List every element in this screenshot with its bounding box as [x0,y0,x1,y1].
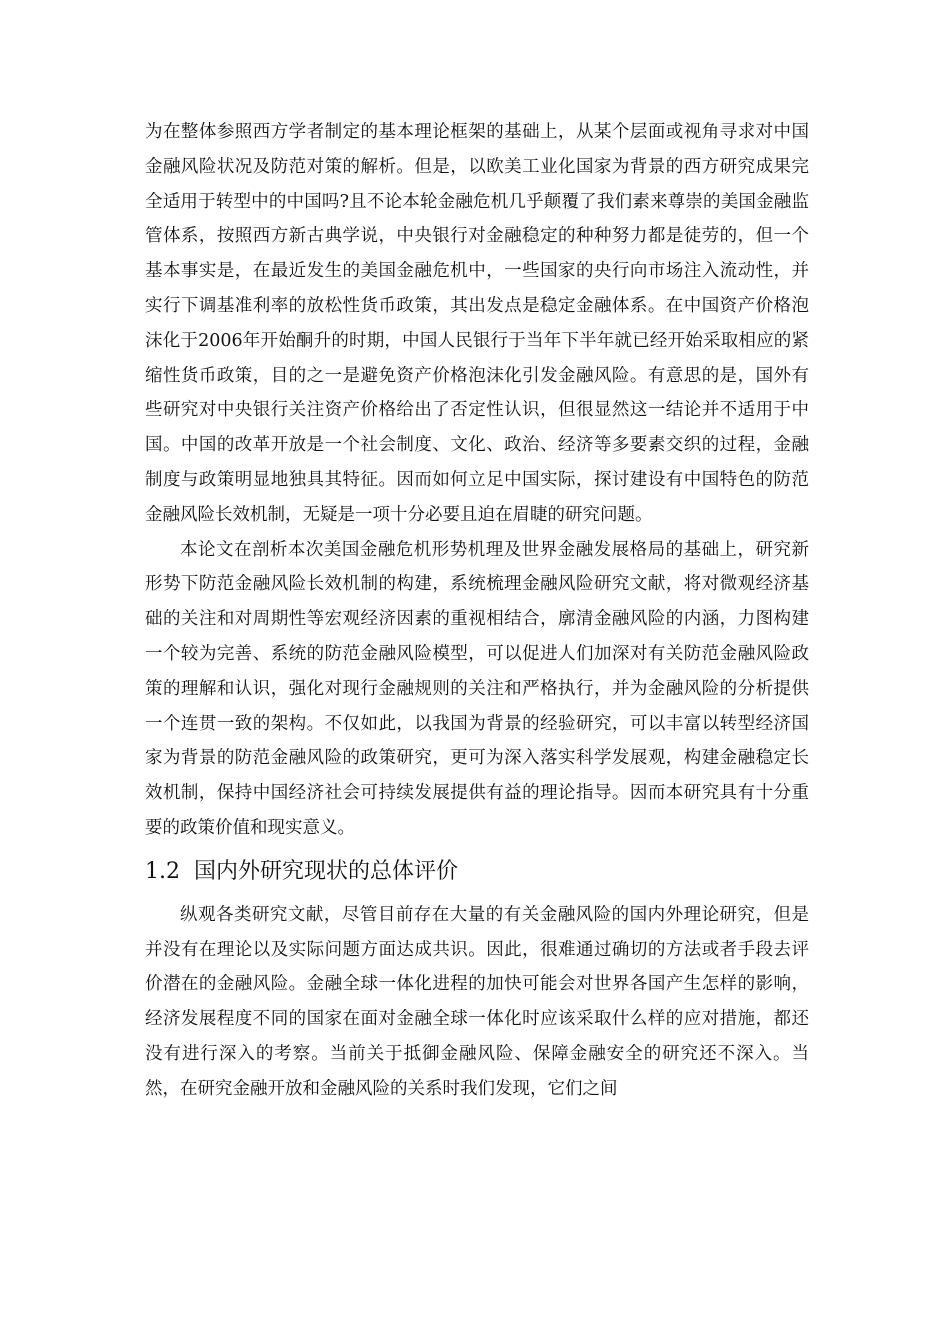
section-heading [145,852,809,892]
section-number: 1.2 [145,858,180,884]
body-paragraph-3: 纵观各类研究文献，尽管目前存在大量的有关金融风险的国内外理论研究，但是并没有在理论以及实际问题方面达成共识。因此，很难通过确切的方法或者手段去评价潜在的金融风险。金融全球一体化进程的加快可能会对世界各国产生怎样的影响，经济发展程度不同的国家在面对金融全球一体化时应该采取什么样的应对措施，都还没有进行深入的考察。当前关于抵御金融风险、保障金融安全的研究还不深入。当然，在研究金融开放和金融风险的关系时我们发现，它们之间 [145,904,809,1099]
body-paragraph-1: 为在整体参照西方学者制定的基本理论框架的基础上，从某个层面或视角寻求对中国金融风险状况及防范对策的解析。但是，以欧美工业化国家为背景的西方研究成果完全适用于转型中的中国吗?且不论本轮金融危机几乎颠覆了我们素来尊崇的美国金融监管体系，按照西方新古典学说，中央银行对金融稳定的种种努力都是徒劳的，但一个基本事实是，在最近发生的美国金融危机中，一些国家的央行向市场注入流动性，并实行下调基准利率的放松性货币政策，其出发点是稳定金融体系。在中国资产价格泡沫化于2006年开始酮升的时期，中国人民银行于当年下半年就已经开始采取相应的紧缩性货币政策，目的之一是避免资产价格泡沫化引发金融风险。有意思的是，国外有些研究对中央银行关注资产价格给出了否定性认识，但很显然这一结论并不适用于中国。中国的改革开放是一个社会制度、文化、政治、经济等多要素交织的过程，金融制度与政策明显地独具其特征。因而如何立足中国实际，探讨建设有中国特色的防范金融风险长效机制，无疑是一项十分必要且迫在眉睫的研究问题。 [145,122,809,525]
page-content [145,115,809,1107]
body-paragraph-2: 本论文在剖析本次美国金融危机形势机理及世界金融发展格局的基础上，研究新形势下防范金融风险长效机制的构建，系统梳理金融风险研究文献，将对微观经济基础的关注和对周期性等宏观经济因素的重视相结合，廓清金融风险的内涵，力图构建一个较为完善、系统的防范金融风险模型，可以促进人们加深对有关防范金融风险政策的理解和认识，强化对现行金融规则的关注和严格执行，并为金融风险的分析提供一个连贯一致的架构。不仅如此，以我国为背景的经验研究，可以丰富以转型经济国家为背景的防范金融风险的政策研究，更可为深入落实科学发展观，构建金融稳定长效机制，保持中国经济社会可持续发展提供有益的理论指导。因而本研究具有十分重要的政策价值和现实意义。 [145,539,809,838]
section-title: 国内外研究现状的总体评价 [194,858,459,884]
